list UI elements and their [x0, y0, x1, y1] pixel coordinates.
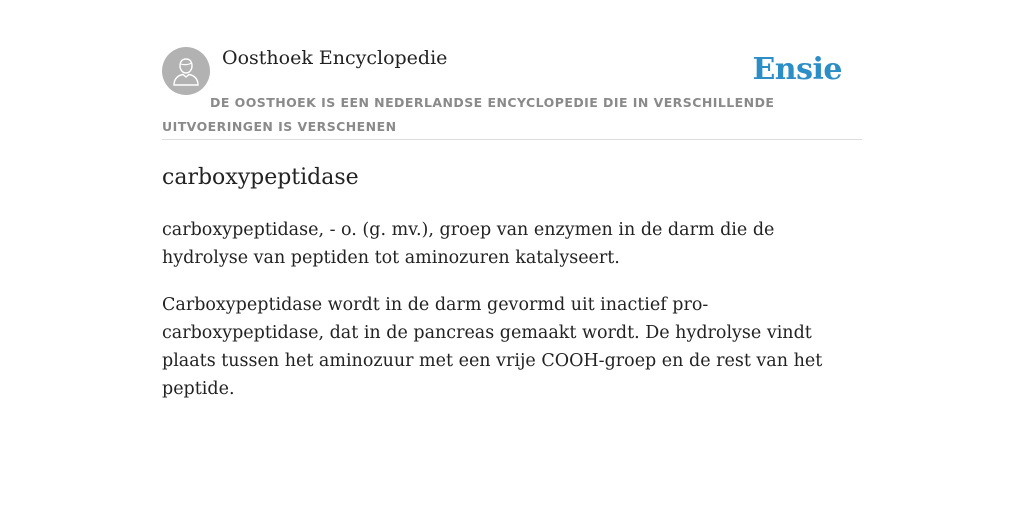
ensie-logo[interactable]: Ensie — [752, 52, 842, 87]
user-icon — [172, 56, 200, 86]
source-avatar[interactable] — [162, 47, 210, 95]
source-title[interactable]: Oosthoek Encyclopedie — [222, 47, 448, 69]
entry-title: carboxypeptidase — [162, 165, 359, 190]
source-description: DE OOSTHOEK IS EEN NEDERLANDSE ENCYCLOPEDIE DIE IN VERSCHILLENDE UITVOERINGEN IS VERSCHENEN — [162, 95, 775, 134]
header-divider — [162, 139, 862, 140]
entry-paragraph: carboxypeptidase, - o. (g. mv.), groep van enzymen in de darm die de hydrolyse van peptiden tot aminozuren katalyseert. — [162, 220, 775, 268]
entry-paragraph: Carboxypeptidase wordt in de darm gevormd uit inactief pro-carboxypeptidase, dat in de pancreas gemaakt wordt. De hydrolyse vindt plaats tussen het aminozuur met een vrije COOH-groep en de rest van het peptide. — [162, 295, 823, 399]
entry-body — [162, 216, 862, 422]
